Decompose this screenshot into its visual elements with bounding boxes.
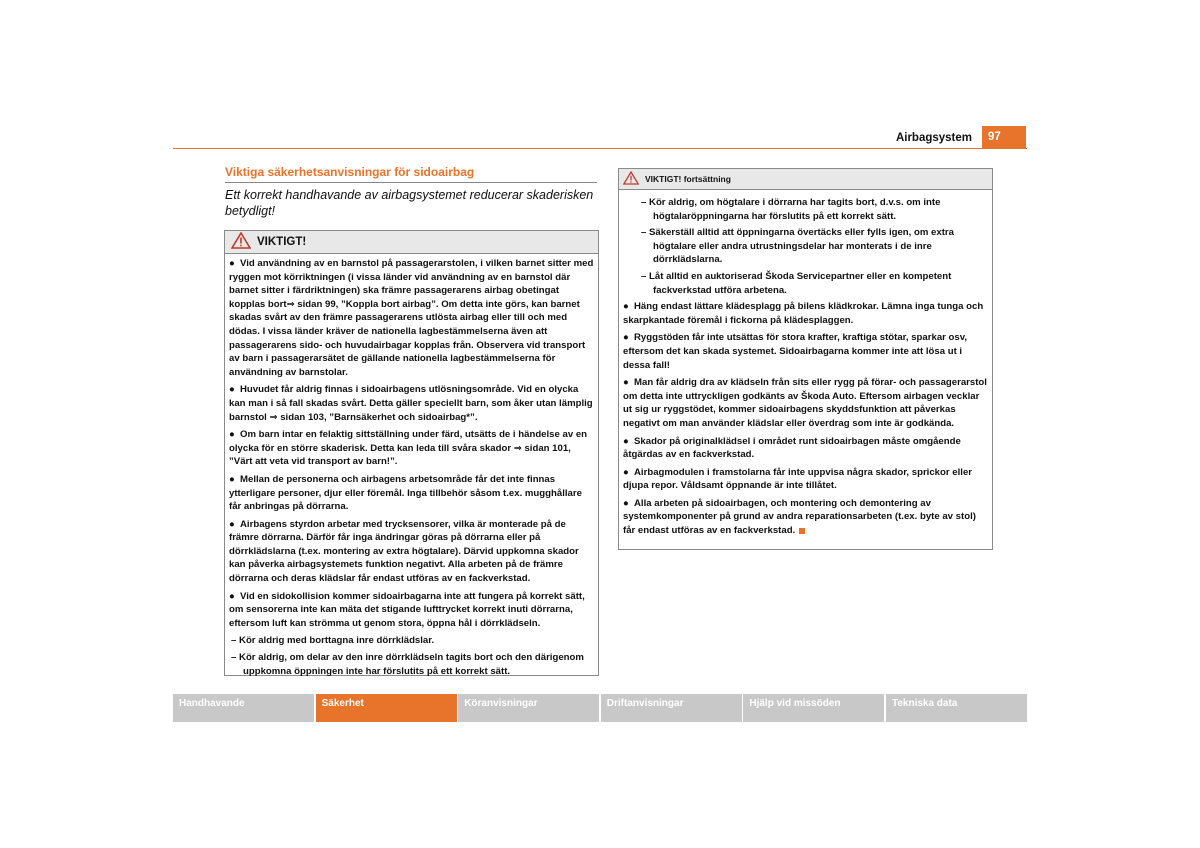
- list-item: ● Vid användning av en barnstol på passagerarstolen, i vilken barnet sitter med ryggen mot körriktningen (i vissa länder vid användning av en barnstol där barnet sitter i färdriktningen) ska främre passagerarens airbag obetingat kopplas bort⇒ sidan 99, ”Koppla bort airbag”. Om detta inte görs, kan barnet skadas svårt av den främre passagerarens utlösta airbag eller till och med dödas. I vissa länder kräver de nationella lagbestämmelserna även att passagerarens sido- och huvudairbagar kopplas från. Observera vid transport av barn i passagerarsätet de gällande nationella lagbestämmelserna för användning av barnstolar.: [229, 258, 594, 378]
- dash-item: – Låt alltid en auktoriserad Škoda Servicepartner eller en kompetent fackverkstad utföra arbetena.: [641, 270, 952, 296]
- warning-header: [225, 231, 598, 254]
- warning-triangle-icon: [231, 232, 251, 252]
- tab-koranvisningar[interactable]: Köranvisningar: [458, 694, 599, 722]
- warning-box: [224, 230, 599, 676]
- list-item: ● Vid en sidokollision kommer sidoairbagarna inte att fungera på korrekt sätt, om sensorerna inte kan mäta det stigande lufttrycket korrekt inuti dörrarna, eftersom luft kan strömma ut genom stora, öppna hål i dörrklädseln.: [229, 590, 585, 629]
- list-item: ● Airbagens styrdon arbetar med trycksensorer, vilka är monterade på de främre dörrarna. Därför får inga ändringar göras på dörrarna eller på dörrklädslarna (t.ex. montering av extra högtalare). Därvid uppkomna skador kan påverka airbagsystemets funktion negativt. Alla arbeten på de främre dörrarna och deras klädslar får endast utföras av en fackverkstad.: [229, 518, 579, 585]
- warning-body: [225, 254, 598, 678]
- warning-body: [619, 190, 992, 538]
- section-title: Viktiga säkerhetsanvisningar för sidoairbag: [225, 165, 597, 183]
- tab-hjalp-vid-missoden[interactable]: Hjälp vid missöden: [743, 694, 884, 722]
- list-item: ● Om barn intar en felaktig sittställning under färd, utsätts de i händelse av en olycka för en större skaderisk. Detta kan leda till svåra skador ⇒ sidan 101, ”Värt att veta vid transport av barn!”.: [229, 429, 588, 468]
- list-item: ● Mellan de personerna och airbagens arbetsområde får det inte finnas ytterligare personer, djur eller föremål. Inga tillbehör såsom t.ex. mugghållare får anbringas på dörrarna.: [229, 473, 582, 513]
- warning-label: VIKTIGT! fortsättning: [645, 174, 731, 184]
- end-square-icon: [799, 528, 805, 534]
- dash-item: – Kör aldrig, om högtalare i dörrarna har tagits bort, d.v.s. om inte högtalaröppningarna har förslutits på ett korrekt sätt.: [641, 197, 941, 222]
- warning-box-continued: [618, 168, 993, 550]
- warning-label: VIKTIGT!: [257, 236, 307, 248]
- warning-header: [619, 169, 992, 190]
- dash-item: – Säkerställ alltid att öppningarna övertäcks eller fylls igen, om extra högtalare eller andra utrustningsdelar har monterats i de inre dörrklädslarna.: [641, 227, 954, 266]
- chapter-tabs: [173, 694, 1027, 722]
- list-item: ● Skador på originalklädsel i området runt sidoairbagen måste omgående åtgärdas av en fackverkstad.: [623, 435, 961, 461]
- running-header: Airbagsystem: [895, 132, 972, 144]
- tab-driftanvisningar[interactable]: Driftanvisningar: [601, 694, 742, 722]
- tab-handhavande[interactable]: Handhavande: [173, 694, 314, 722]
- dash-item: – Kör aldrig, om delar av den inre dörrklädseln tagits bort och den därigenom uppkomna öppningen inte har förslutits på ett korrekt sätt.: [231, 652, 584, 677]
- list-item: ● Häng endast lättare klädesplagg på bilens klädkrokar. Lämna inga tunga och skarpkantade föremål i fickorna på klädesplaggen.: [623, 301, 984, 326]
- list-item: ● Man får aldrig dra av klädseln från sits eller rygg på förar- och passagerarstol om detta inte uttryckligen godkänts av Škoda Auto. Eftersom airbagen vecklar ut sig ur ryggstödet, kommer sidoairbagens skyddsfunktion att påverkas negativt om man använder klädslar eller överdrag som inte är godkända.: [623, 377, 987, 429]
- list-item: ● Ryggstöden får inte utsättas för stora krafter, kraftiga stötar, sparkar osv, eftersom det kan skada systemet. Sidoairbagarna kommer inte att lösa ut i dessa fall!: [623, 332, 968, 371]
- lead-text: Ett korrekt handhavande av airbagsystemet reducerar skaderisken betydligt!: [225, 188, 594, 218]
- list-item: ● Airbagmodulen i framstolarna får inte uppvisa några skador, sprickor eller djupa repor. Våldsamt öppnande är inte tillåtet.: [623, 466, 973, 492]
- list-item: ● Huvudet får aldrig finnas i sidoairbagens utlösningsområde. Vid en olycka kan man i så fall skadas svårt. Detta gäller speciellt barn, som åker utan lämplig barnstol ⇒ sidan 103, ”Barnsäkerhet och sidoairbag*”.: [229, 384, 593, 423]
- list-item: ● Alla arbeten på sidoairbagen, och montering och demontering av systemkomponenter på grund av andra reparationsarbeten (t.ex. byte av stol) får endast utföras av en fackverkstad.: [623, 497, 976, 537]
- header-rule: [173, 148, 1027, 149]
- dash-item: – Kör aldrig med borttagna inre dörrklädslar.: [231, 635, 435, 647]
- tab-sakerhet[interactable]: Säkerhet: [316, 694, 457, 722]
- page-number: 97: [982, 126, 1026, 148]
- tab-tekniska-data[interactable]: Tekniska data: [886, 694, 1027, 722]
- warning-triangle-icon: [623, 171, 639, 187]
